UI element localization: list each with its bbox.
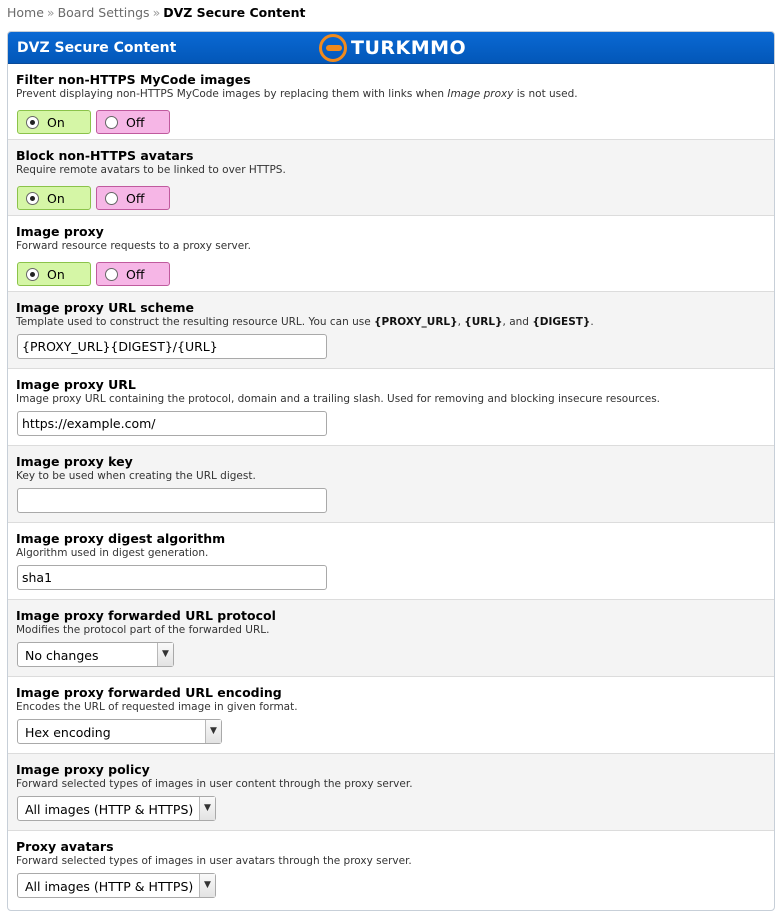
logo-text: TURKMMO xyxy=(351,37,467,59)
setting-description: Algorithm used in digest generation. xyxy=(16,547,209,559)
desc-text: . xyxy=(590,316,594,328)
setting-title: Block non-HTTPS avatars xyxy=(16,148,194,163)
on-label: On xyxy=(47,190,65,206)
setting-description xyxy=(16,87,766,101)
off-label: Off xyxy=(126,266,145,282)
setting-description: Key to be used when creating the URL digest. xyxy=(16,470,256,482)
forwarded-encoding-select[interactable] xyxy=(17,719,222,744)
radio-checked-icon[interactable] xyxy=(26,192,39,205)
panel-header xyxy=(8,32,774,64)
desc-text: , xyxy=(457,316,465,328)
select-value: All images (HTTP & HTTPS) xyxy=(25,802,194,817)
breadcrumb-separator: » xyxy=(46,5,55,20)
setting-title: Image proxy key xyxy=(16,454,133,469)
panel-title: DVZ Secure Content xyxy=(17,40,177,56)
setting-proxy-avatars xyxy=(8,831,774,908)
setting-digest-algorithm xyxy=(8,523,774,600)
setting-image-proxy xyxy=(8,216,774,292)
setting-title: Image proxy forwarded URL encoding xyxy=(16,685,282,700)
desc-text: Template used to construct the resulting resource URL. You can use xyxy=(16,316,375,328)
setting-title: Proxy avatars xyxy=(16,839,114,854)
radio-checked-icon[interactable] xyxy=(26,116,39,129)
radio-unchecked-icon[interactable] xyxy=(105,192,118,205)
breadcrumb xyxy=(0,0,780,26)
turkmmo-logo xyxy=(319,34,466,62)
breadcrumb-home-link[interactable]: Home xyxy=(7,5,44,20)
setting-forwarded-encoding xyxy=(8,677,774,754)
setting-title: Image proxy digest algorithm xyxy=(16,531,226,546)
proxy-key-input[interactable] xyxy=(17,488,327,513)
radio-unchecked-icon[interactable] xyxy=(105,116,118,129)
setting-url-scheme xyxy=(8,292,774,369)
setting-proxy-url xyxy=(8,369,774,446)
chevron-down-icon[interactable]: ▼ xyxy=(157,643,173,666)
setting-description: Image proxy URL containing the protocol, domain and a trailing slash. Used for removing and blocking insecure resources. xyxy=(16,393,661,405)
setting-title: Filter non-HTTPS MyCode images xyxy=(16,72,251,87)
radio-checked-icon[interactable] xyxy=(26,268,39,281)
on-label: On xyxy=(47,266,65,282)
select-value: All images (HTTP & HTTPS) xyxy=(25,879,194,894)
setting-title: Image proxy policy xyxy=(16,762,150,777)
on-option[interactable] xyxy=(17,186,91,210)
off-label: Off xyxy=(126,190,145,206)
select-value: No changes xyxy=(25,648,99,663)
desc-text: , and xyxy=(502,316,533,328)
select-value: Hex encoding xyxy=(25,725,111,740)
setting-description: Forward resource requests to a proxy server. xyxy=(16,240,251,252)
breadcrumb-board-settings-link[interactable]: Board Settings xyxy=(57,5,150,20)
setting-proxy-policy xyxy=(8,754,774,831)
setting-title: Image proxy URL xyxy=(16,377,136,392)
setting-block-avatars xyxy=(8,140,774,216)
setting-proxy-key xyxy=(8,446,774,523)
token-url: {URL} xyxy=(464,316,503,328)
off-option[interactable] xyxy=(96,262,170,286)
chevron-down-icon[interactable]: ▼ xyxy=(199,797,215,820)
setting-filter-images xyxy=(8,64,774,140)
digest-algorithm-input[interactable]: sha1 xyxy=(17,565,327,590)
setting-forwarded-protocol xyxy=(8,600,774,677)
desc-text: is not used. xyxy=(513,88,578,100)
chevron-down-icon[interactable]: ▼ xyxy=(199,874,215,897)
setting-title: Image proxy forwarded URL protocol xyxy=(16,608,276,623)
setting-description: Modifies the protocol part of the forwarded URL. xyxy=(16,624,270,636)
token-proxy-url: {PROXY_URL} xyxy=(374,316,458,328)
setting-description: Encodes the URL of requested image in given format. xyxy=(16,701,298,713)
on-off-toggle xyxy=(17,262,175,286)
off-option[interactable] xyxy=(96,110,170,134)
on-option[interactable] xyxy=(17,110,91,134)
desc-emphasis: Image proxy xyxy=(447,88,514,100)
breadcrumb-separator: » xyxy=(152,5,161,20)
chevron-down-icon[interactable]: ▼ xyxy=(205,720,221,743)
setting-description: Require remote avatars to be linked to over HTTPS. xyxy=(16,164,286,176)
desc-text: Prevent displaying non-HTTPS MyCode images by replacing them with links when xyxy=(16,88,448,100)
setting-description: Forward selected types of images in user avatars through the proxy server. xyxy=(16,855,412,867)
setting-title: Image proxy URL scheme xyxy=(16,300,194,315)
setting-title: Image proxy xyxy=(16,224,104,239)
url-scheme-input[interactable]: {PROXY_URL}{DIGEST}/{URL} xyxy=(17,334,327,359)
setting-description xyxy=(16,315,766,329)
breadcrumb-current: DVZ Secure Content xyxy=(163,5,306,20)
off-label: Off xyxy=(126,114,145,130)
proxy-policy-select[interactable] xyxy=(17,796,216,821)
on-option[interactable] xyxy=(17,262,91,286)
token-digest: {DIGEST} xyxy=(532,316,591,328)
on-label: On xyxy=(47,114,65,130)
radio-unchecked-icon[interactable] xyxy=(105,268,118,281)
turkmmo-logo-icon xyxy=(319,34,347,62)
on-off-toggle xyxy=(17,186,175,210)
proxy-url-input[interactable]: https://example.com/ xyxy=(17,411,327,436)
settings-panel xyxy=(7,31,775,911)
on-off-toggle xyxy=(17,110,175,134)
proxy-avatars-select[interactable] xyxy=(17,873,216,898)
setting-description: Forward selected types of images in user content through the proxy server. xyxy=(16,778,413,790)
forwarded-protocol-select[interactable] xyxy=(17,642,174,667)
off-option[interactable] xyxy=(96,186,170,210)
